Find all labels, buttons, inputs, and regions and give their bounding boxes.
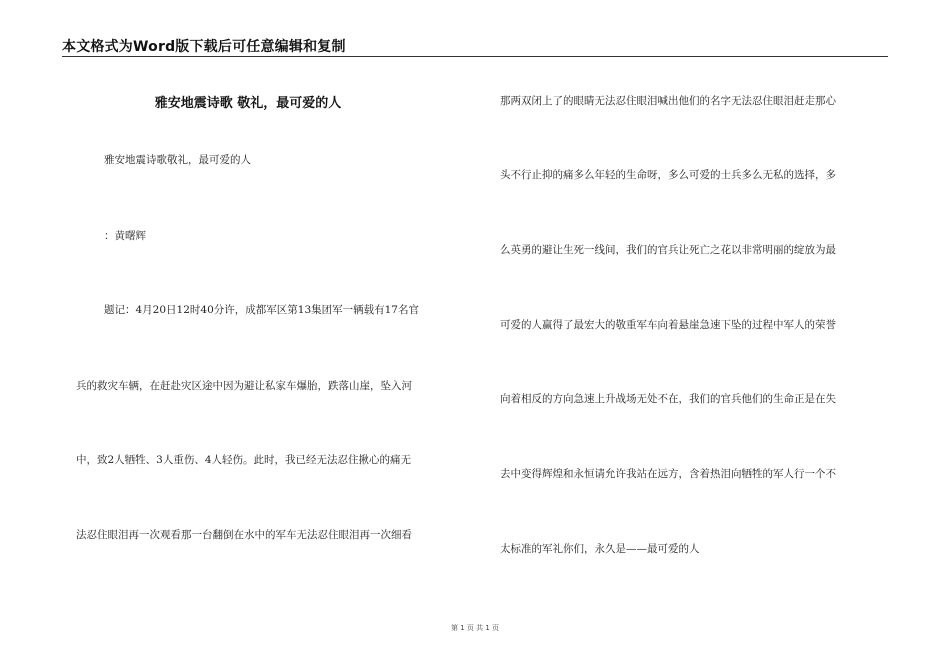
left-line-6: 法忍住眼泪再一次观看那一台翻倒在水中的军车无法忍住眼泪再一次细看: [76, 529, 412, 541]
page-number-footer: 第 1 页 共 1 页: [450, 624, 500, 632]
left-line-3: 题记：4月20日12时40分许，成都军区第13集团军一辆载有17名官: [104, 304, 419, 316]
right-line-2: 头不行止抑的痛多么年轻的生命呀，多么可爱的士兵多么无私的选择，多: [500, 169, 836, 181]
right-line-6: 去中变得辉煌和永恒请允许我站在远方，含着热泪向牺牲的军人行一个不: [500, 468, 836, 480]
left-line-2: ：黄曙辉: [104, 230, 146, 242]
left-line-1: 雅安地震诗歌敬礼，最可爱的人: [104, 154, 251, 166]
right-line-3: 么英勇的避让生死一线间，我们的官兵让死亡之花以非常明丽的绽放为最: [500, 244, 836, 256]
document-header-notice: 本文格式为Word版下载后可任意编辑和复制: [62, 39, 346, 55]
left-line-4: 兵的救灾车辆，在赶赴灾区途中因为避让私家车爆胎，跌落山崖，坠入河: [76, 380, 412, 392]
right-line-1: 那两双闭上了的眼睛无法忍住眼泪喊出他们的名字无法忍住眼泪赶走那心: [500, 95, 836, 107]
header-divider: [62, 56, 888, 57]
right-line-4: 可爱的人赢得了最宏大的敬重军车向着悬崖急速下坠的过程中军人的荣誉: [500, 319, 836, 331]
left-line-5: 中，致2人牺牲、3人重伤、4人轻伤。此时，我已经无法忍住揪心的痛无: [76, 454, 412, 466]
document-title: 雅安地震诗歌 敬礼，最可爱的人: [154, 96, 342, 111]
right-line-7: 太标准的军礼你们，永久是——最可爱的人: [500, 543, 700, 555]
right-line-5: 向着相反的方向急速上升战场无处不在，我们的官兵他们的生命正是在失: [500, 393, 836, 405]
